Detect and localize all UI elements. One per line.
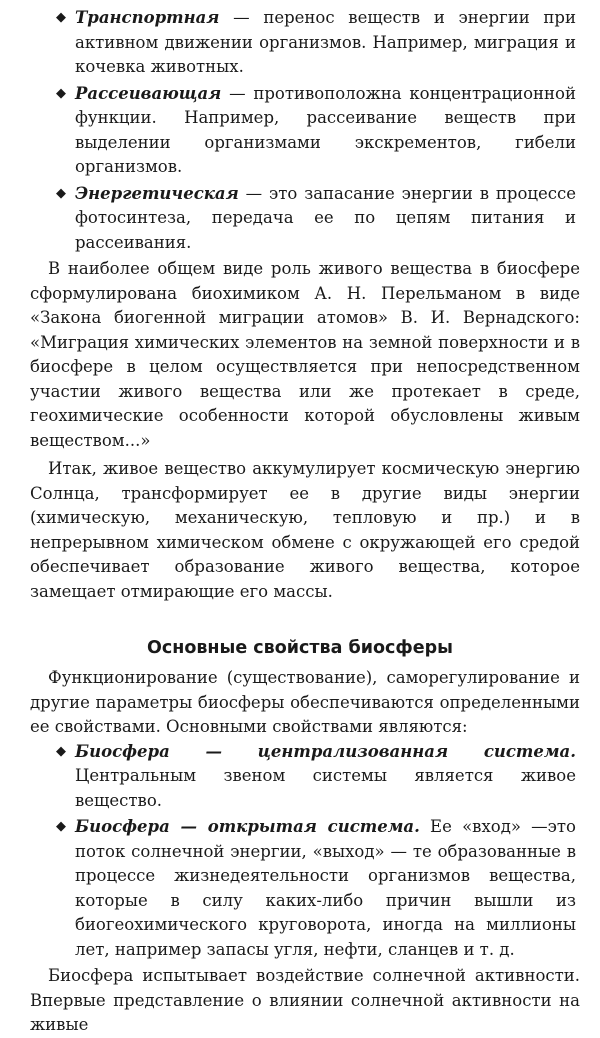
diamond-bullet-icon: ◆ — [56, 819, 66, 834]
bullet-term: Рассеивающая — [75, 83, 222, 103]
bullet-text: — это запасание энергии в процессе фотосинтеза, передача ее по цепям питания и рассеивания. — [75, 183, 576, 252]
paragraph-solar-activity: Биосфера испытывает воздействие солнечной активности. Впервые представление о влиянии солнечной активности на живые — [30, 966, 580, 1034]
paragraph-living-matter-summary: Итак, живое вещество аккумулирует космическую энергию Солнца, трансформирует ее в другие виды энергии (химическую, механическую, тепловую и пр.) и в непрерывном химическом обмене с окружающей его средой обеспечивает образование живого вещества, которое замещает отмирающие его массы. — [30, 459, 580, 601]
bullet-term: Энергетическая — [75, 183, 239, 203]
bullet-term: Транспортная — [75, 8, 220, 27]
diamond-bullet-icon: ◆ — [56, 743, 66, 759]
diamond-bullet-icon: ◆ — [56, 10, 66, 25]
diamond-bullet-icon: ◆ — [56, 185, 66, 201]
section-heading: Основные свойства биосферы — [146, 638, 453, 658]
diamond-bullet-icon: ◆ — [56, 85, 66, 101]
bullet-text: — перенос веществ и энергии при активном движении организмов. Например, миграция и кочевка животных. — [75, 8, 576, 76]
list-item — [0, 6, 600, 80]
bullet-term: Биосфера — централизованная система. — [75, 741, 576, 761]
list-item — [0, 740, 600, 814]
bullet-term: Биосфера — открытая система. — [75, 817, 420, 836]
list-item — [0, 815, 600, 962]
bullet-text: — противоположна концентрационной функции. Например, рассеивание веществ при выделении организмами экскрементов, гибели организмов. — [75, 83, 576, 176]
bullet-text: Ее «вход» —это поток солнечной энергии, «выход» — те образованные в процессе жизнедеятельности организмов вещества, которые в силу каких-либо причин вышли из биогеохимического круговорота, иногда на миллионы лет, например запасы угля, нефти, сланцев и т. д. — [75, 817, 576, 959]
paragraph-biogenic-migration: В наиболее общем виде роль живого вещества в биосфере сформулирована биохимиком А. Н. Перельманом в виде «Закона биогенной миграции атомов» В. И. Вернадского: «Миграция химических элементов на земной поверхности и в биосфере в целом осуществляется при непосредственном участии живого вещества или же протекает в среде, геохимические особенности которой обусловлены живым веществом...» — [30, 259, 580, 450]
section-intro-paragraph: Функционирование (существование), саморегулирование и другие параметры биосферы обеспечиваются определенными ее свойствами. Основными свойствами являются: — [30, 668, 580, 736]
properties-list — [0, 740, 600, 963]
functions-list — [0, 6, 600, 255]
list-item — [0, 82, 600, 180]
list-item — [0, 182, 600, 256]
bullet-text: Центральным звеном системы является живое вещество. — [75, 766, 576, 810]
